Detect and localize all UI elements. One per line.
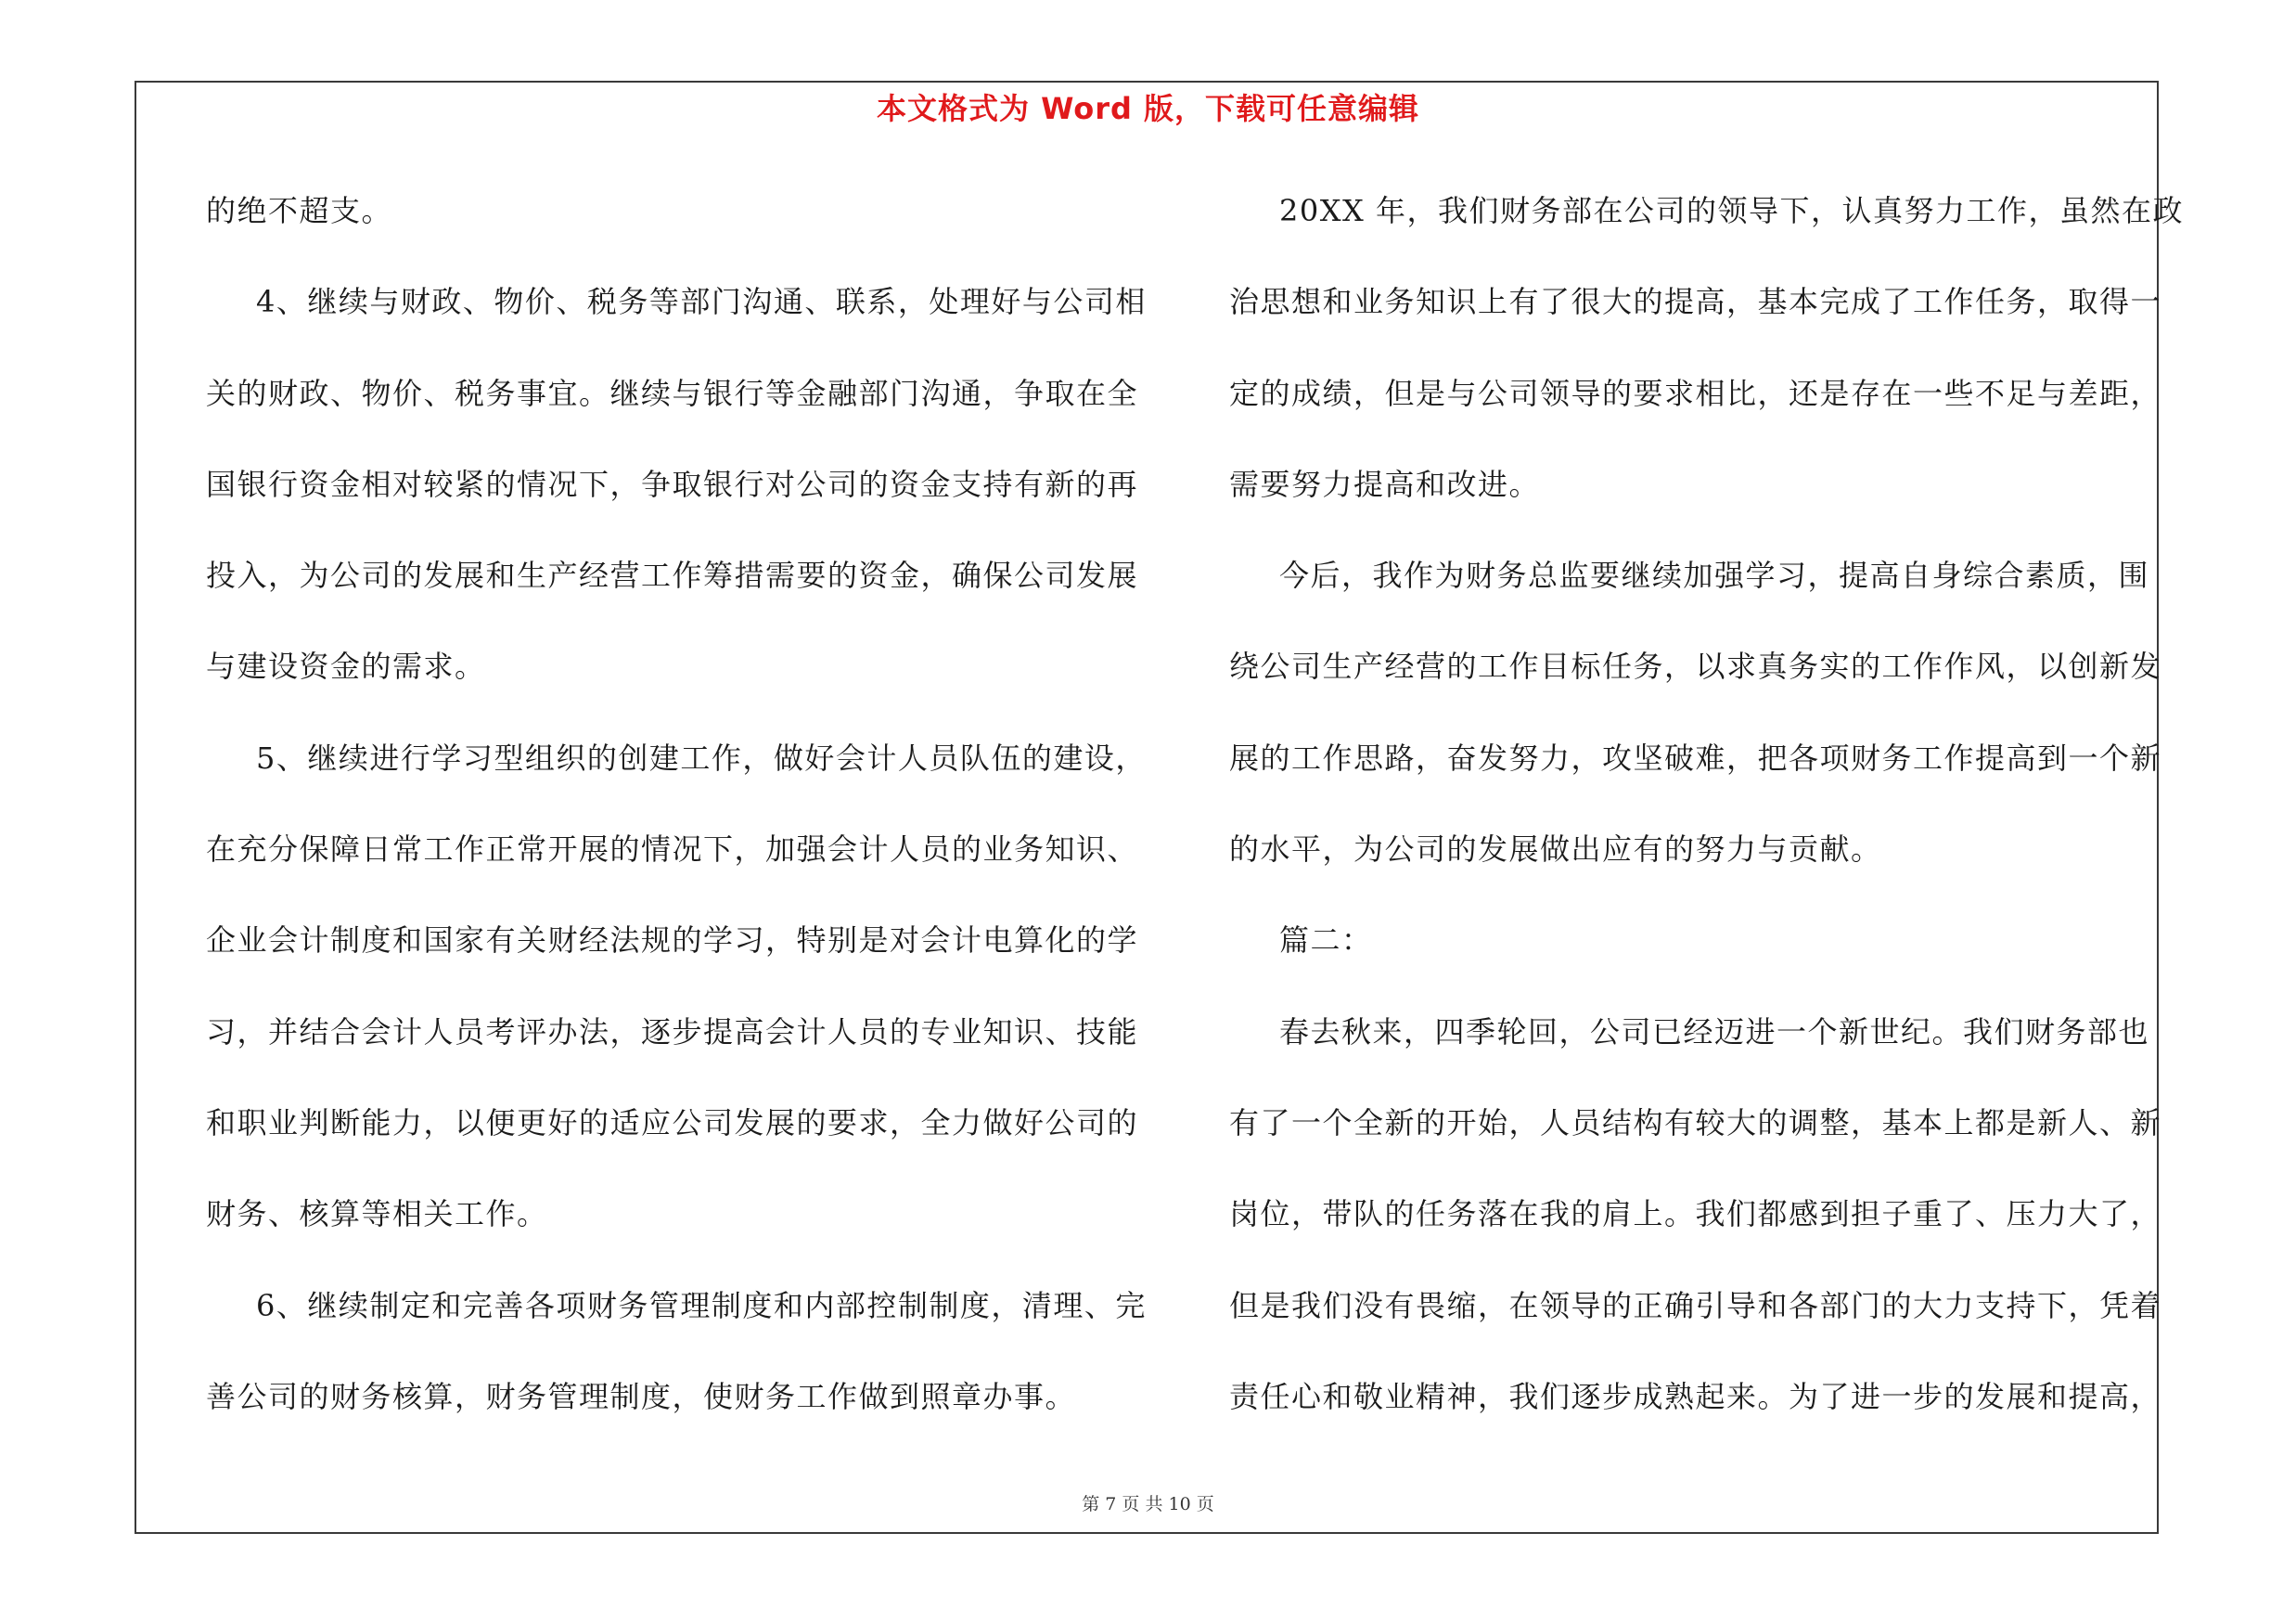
text-line: 的绝不超支。 <box>206 193 393 228</box>
format-banner: 本文格式为 Word 版，下载可任意编辑 <box>876 91 1420 126</box>
text-line: 4、继续与财政、物价、税务等部门沟通、联系，处理好与公司相 <box>256 284 1147 320</box>
text-line: 绕公司生产经营的工作目标任务，以求真务实的工作作风，以创新发 <box>1229 649 2162 685</box>
text-line: 但是我们没有畏缩，在领导的正确引导和各部门的大力支持下，凭着 <box>1229 1287 2162 1323</box>
text-line: 和职业判断能力，以便更好的适应公司发展的要求，全力做好公司的 <box>206 1104 1139 1140</box>
page-number: 第 7 页 共 10 页 <box>1082 1494 1214 1514</box>
text-line: 春去秋来，四季轮回，公司已经迈进一个新世纪。我们财务部也 <box>1279 1013 2150 1050</box>
text-line: 今后，我作为财务总监要继续加强学习，提高自身综合素质，围 <box>1279 558 2150 594</box>
text-line: 与建设资金的需求。 <box>206 649 486 685</box>
text-line: 岗位，带队的任务落在我的肩上。我们都感到担子重了、压力大了， <box>1229 1196 2162 1232</box>
text-line: 5、继续进行学习型组织的创建工作，做好会计人员队伍的建设， <box>256 740 1147 776</box>
text-line: 投入，为公司的发展和生产经营工作筹措需要的资金，确保公司发展 <box>206 558 1139 594</box>
text-line: 有了一个全新的开始，人员结构有较大的调整，基本上都是新人、新 <box>1229 1104 2162 1140</box>
text-line: 定的成绩，但是与公司领导的要求相比，还是存在一些不足与差距， <box>1229 375 2162 411</box>
text-line: 20XX 年，我们财务部在公司的领导下，认真努力工作，虽然在政 <box>1279 193 2184 228</box>
text-line: 需要努力提高和改进。 <box>1229 466 1541 502</box>
text-line: 的水平，为公司的发展做出应有的努力与贡献。 <box>1229 831 1882 868</box>
text-line: 关的财政、物价、税务事宜。继续与银行等金融部门沟通，争取在全 <box>206 375 1139 411</box>
text-line: 在充分保障日常工作正常开展的情况下，加强会计人员的业务知识、 <box>206 831 1139 868</box>
text-line: 财务、核算等相关工作。 <box>206 1196 548 1232</box>
text-line: 善公司的财务核算，财务管理制度，使财务工作做到照章办事。 <box>206 1378 1077 1414</box>
right-column <box>1229 186 2184 1462</box>
left-column <box>206 186 1147 1462</box>
text-line: 展的工作思路，奋发努力，攻坚破难，把各项财务工作提高到一个新 <box>1229 740 2162 776</box>
text-line: 治思想和业务知识上有了很大的提高，基本完成了工作任务，取得一 <box>1229 284 2162 320</box>
text-line: 6、继续制定和完善各项财务管理制度和内部控制制度，清理、完 <box>256 1287 1147 1323</box>
text-line: 企业会计制度和国家有关财经法规的学习，特别是对会计电算化的学 <box>206 922 1139 959</box>
text-line: 责任心和敬业精神，我们逐步成熟起来。为了进一步的发展和提高， <box>1229 1378 2162 1414</box>
text-line: 国银行资金相对较紧的情况下，争取银行对公司的资金支持有新的再 <box>206 466 1139 502</box>
text-line: 习，并结合会计人员考评办法，逐步提高会计人员的专业知识、技能 <box>206 1013 1139 1050</box>
section-heading: 篇二： <box>1279 922 1373 959</box>
